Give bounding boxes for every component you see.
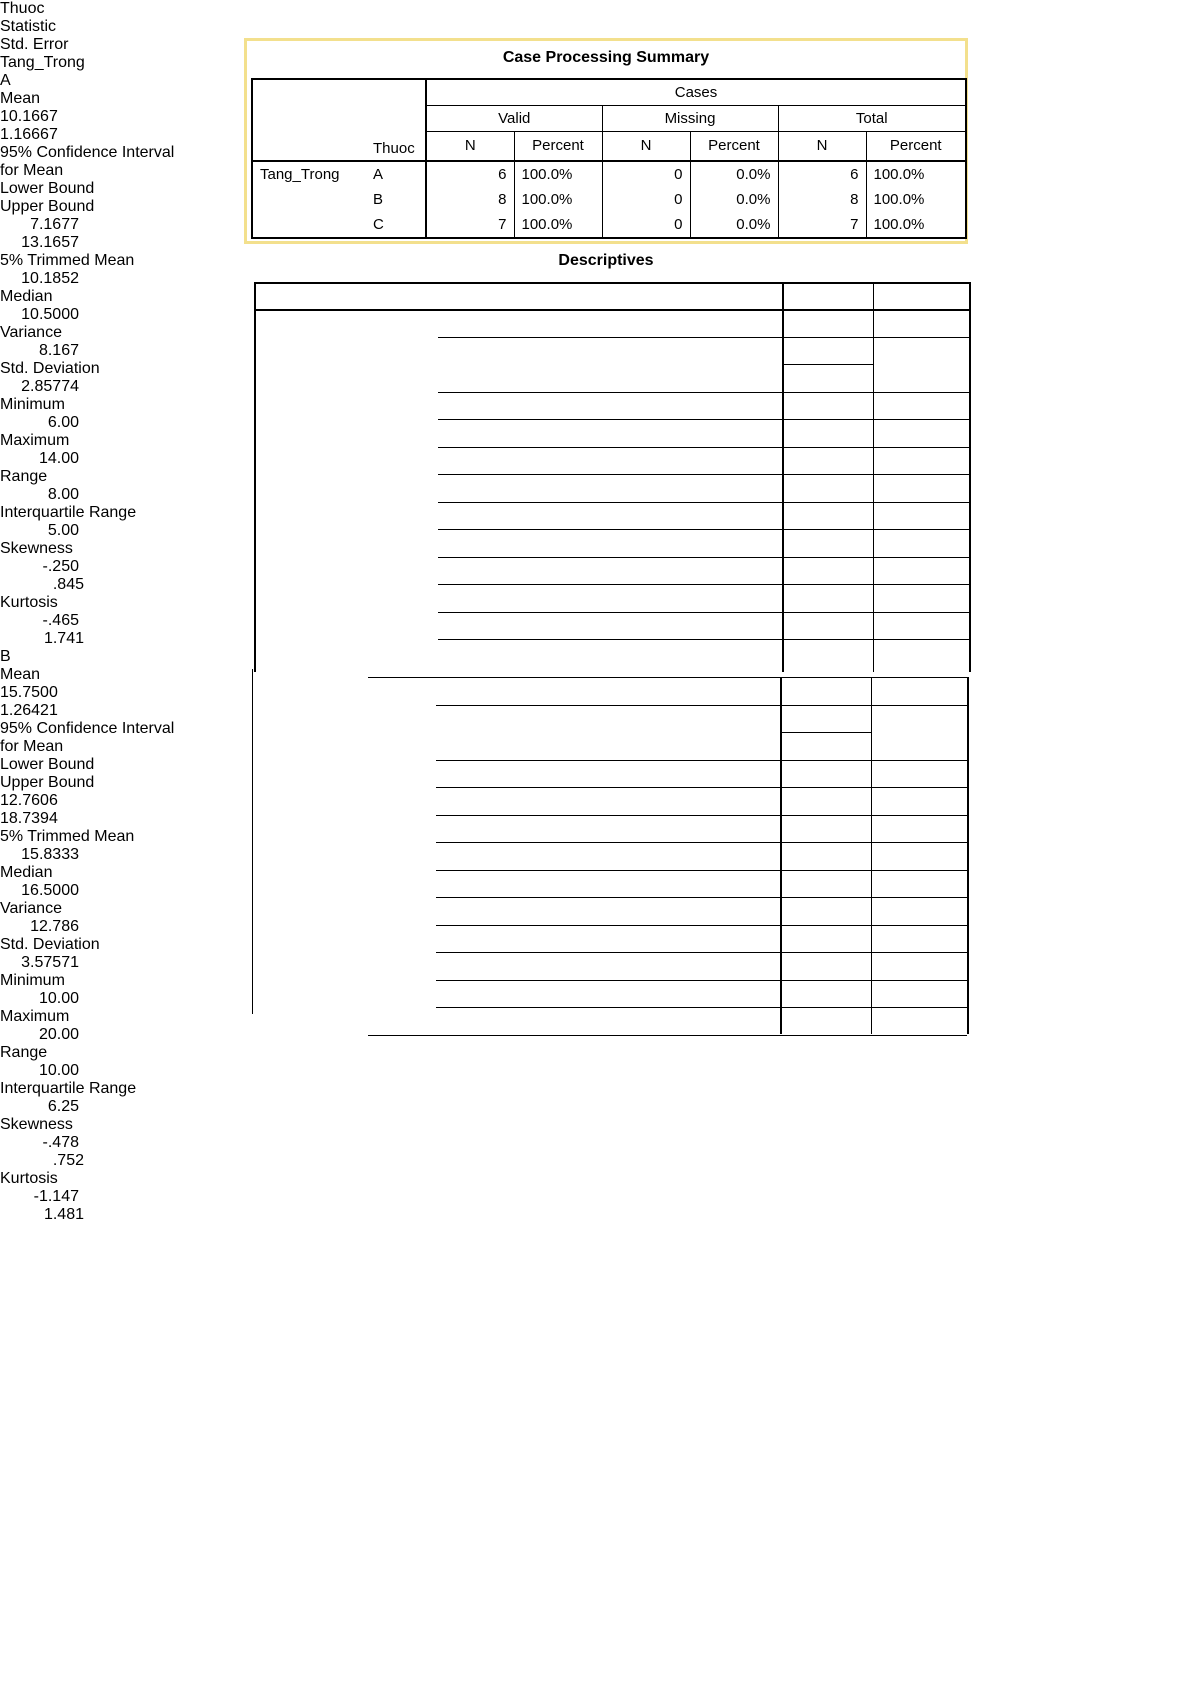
stat-value: 2.85774: [21, 378, 79, 395]
cell: 0.0%: [690, 161, 778, 187]
stat-value: -1.147: [33, 1188, 79, 1205]
stat-value: 12.7606: [0, 792, 58, 809]
stat-value: 8.167: [38, 342, 79, 359]
stat-value: 5.00: [47, 522, 79, 539]
cell: 0.0%: [690, 212, 778, 238]
col-std-error: Std. Error: [0, 36, 69, 53]
divider: [782, 282, 784, 672]
se-value: .845: [52, 576, 84, 593]
cell: 6: [498, 165, 507, 183]
stat-label: Median: [0, 288, 53, 305]
stat-value: 14.00: [38, 450, 79, 467]
col-n: N: [602, 132, 690, 161]
stat-value: 7.1677: [30, 216, 79, 233]
stat-label: Std. Deviation: [0, 360, 100, 377]
divider: [438, 502, 969, 503]
cell: 100.0%: [866, 161, 966, 187]
stat-label: Range: [0, 1044, 48, 1061]
stat-value: 10.00: [38, 1062, 79, 1079]
se-value: 1.26421: [0, 702, 58, 719]
stat-label: Kurtosis: [0, 1170, 58, 1187]
divider: [254, 309, 969, 311]
stat-label: Interquartile Range: [0, 504, 137, 521]
stat-value: 10.5000: [21, 306, 79, 323]
stat-value: 6.25: [47, 1098, 79, 1115]
stat-label: Interquartile Range: [0, 1080, 137, 1097]
divider: [436, 705, 967, 706]
thuoc-header: Thuoc: [366, 132, 426, 161]
table-row: [252, 212, 966, 238]
divider: [873, 282, 874, 672]
divider: [967, 677, 969, 1034]
col-percent: Percent: [514, 132, 602, 161]
stat-label: Minimum: [0, 396, 65, 413]
case-processing-title: Case Processing Summary: [502, 49, 710, 66]
stat-label: Maximum: [0, 432, 70, 449]
stat-label: Minimum: [0, 972, 65, 989]
cell: 100.0%: [514, 212, 602, 238]
divider: [254, 282, 256, 672]
stat-value: 15.8333: [21, 846, 79, 863]
missing-header: Missing: [602, 106, 778, 132]
case-processing-summary: [244, 38, 968, 244]
col-percent: Percent: [866, 132, 966, 161]
variable-label: Tang_Trong: [252, 161, 366, 187]
lower-bound-label: Lower Bound: [0, 756, 95, 773]
group-label: A: [366, 161, 426, 187]
group-label: B: [0, 648, 11, 665]
group-label: B: [366, 187, 426, 212]
divider: [438, 419, 969, 420]
divider: [368, 677, 967, 678]
col-percent: Percent: [690, 132, 778, 161]
cell: 7: [426, 212, 514, 238]
cases-header: Cases: [426, 79, 966, 106]
stat-value: 8.00: [47, 486, 79, 503]
stat-label: Range: [0, 468, 48, 485]
divider: [438, 612, 969, 613]
stat-label: Median: [0, 864, 53, 881]
ci-label: for Mean: [0, 738, 64, 755]
cell: 6: [778, 161, 866, 187]
stat-label: Variance: [0, 324, 62, 341]
cell: 0.0%: [690, 187, 778, 212]
divider: [436, 842, 967, 843]
stat-value: 20.00: [38, 1026, 79, 1043]
cell: 100.0%: [514, 187, 602, 212]
ci-label: 95% Confidence Interval: [0, 720, 175, 737]
total-header: Total: [778, 106, 966, 132]
divider: [254, 282, 969, 284]
divider: [782, 364, 873, 365]
case-processing-table: [251, 78, 967, 239]
stat-label: Variance: [0, 900, 62, 917]
divider: [436, 815, 967, 816]
se-value: 1.16667: [0, 126, 58, 143]
divider: [436, 952, 967, 953]
lower-bound-label: Lower Bound: [0, 180, 95, 197]
cell: 0: [602, 212, 690, 238]
divider: [438, 447, 969, 448]
cell: 8: [498, 190, 507, 208]
col-n: N: [426, 132, 514, 161]
divider: [436, 980, 967, 981]
stat-value: 15.7500: [0, 684, 58, 701]
stat-value: 18.7394: [0, 810, 58, 827]
cell: 100.0%: [866, 187, 966, 212]
stat-label: Mean: [0, 666, 41, 683]
stat-label: 5% Trimmed Mean: [0, 828, 135, 845]
stat-value: -.250: [42, 558, 79, 575]
stat-label: Mean: [0, 90, 41, 107]
divider: [252, 669, 253, 1014]
stat-value: -.478: [42, 1134, 79, 1151]
table-row: [252, 132, 966, 161]
col-statistic: Statistic: [0, 18, 57, 35]
stat-label: Kurtosis: [0, 594, 58, 611]
divider: [436, 760, 967, 761]
stat-value: 16.5000: [21, 882, 79, 899]
cell: 0: [602, 187, 690, 212]
stat-value: 10.1667: [0, 108, 58, 125]
divider: [780, 732, 871, 733]
divider: [438, 337, 969, 338]
group-label: A: [0, 72, 11, 89]
divider: [436, 787, 967, 788]
se-value: 1.481: [43, 1206, 84, 1223]
valid-header: Valid: [426, 106, 602, 132]
divider: [969, 282, 971, 672]
stat-value: 10.00: [38, 990, 79, 1007]
stat-value: 3.57571: [21, 954, 79, 971]
divider: [436, 925, 967, 926]
table-row: [252, 79, 966, 106]
thuoc-header: Thuoc: [0, 0, 45, 17]
cell: 0: [602, 161, 690, 187]
divider: [438, 474, 969, 475]
stat-value: 6.00: [47, 414, 79, 431]
stat-label: Maximum: [0, 1008, 70, 1025]
divider: [438, 392, 969, 393]
divider: [438, 584, 969, 585]
stat-value: 10.1852: [21, 270, 79, 287]
stat-label: Std. Deviation: [0, 936, 100, 953]
table-row: [252, 161, 966, 187]
divider: [438, 557, 969, 558]
se-value: .752: [52, 1152, 84, 1169]
cell: 8: [778, 187, 866, 212]
divider: [436, 897, 967, 898]
col-n: N: [778, 132, 866, 161]
upper-bound-label: Upper Bound: [0, 774, 95, 791]
divider: [436, 870, 967, 871]
cell: 7: [778, 212, 866, 238]
table-row: [252, 187, 966, 212]
ci-label: for Mean: [0, 162, 64, 179]
stat-value: -.465: [42, 612, 79, 629]
stat-value: 12.786: [30, 918, 79, 935]
divider: [438, 639, 969, 640]
stat-label: 5% Trimmed Mean: [0, 252, 135, 269]
variable-label: Tang_Trong: [0, 54, 85, 71]
stat-label: Skewness: [0, 1116, 73, 1133]
descriptives-title: Descriptives: [558, 252, 654, 269]
stat-label: Skewness: [0, 540, 73, 557]
ci-label: 95% Confidence Interval: [0, 144, 175, 161]
divider: [368, 1035, 967, 1036]
se-value: 1.741: [43, 630, 84, 647]
stat-value: 13.1657: [21, 234, 79, 251]
cell: 100.0%: [514, 161, 602, 187]
upper-bound-label: Upper Bound: [0, 198, 95, 215]
group-label: C: [366, 212, 426, 238]
divider: [438, 529, 969, 530]
cell: 100.0%: [866, 212, 966, 238]
divider: [436, 1007, 967, 1008]
